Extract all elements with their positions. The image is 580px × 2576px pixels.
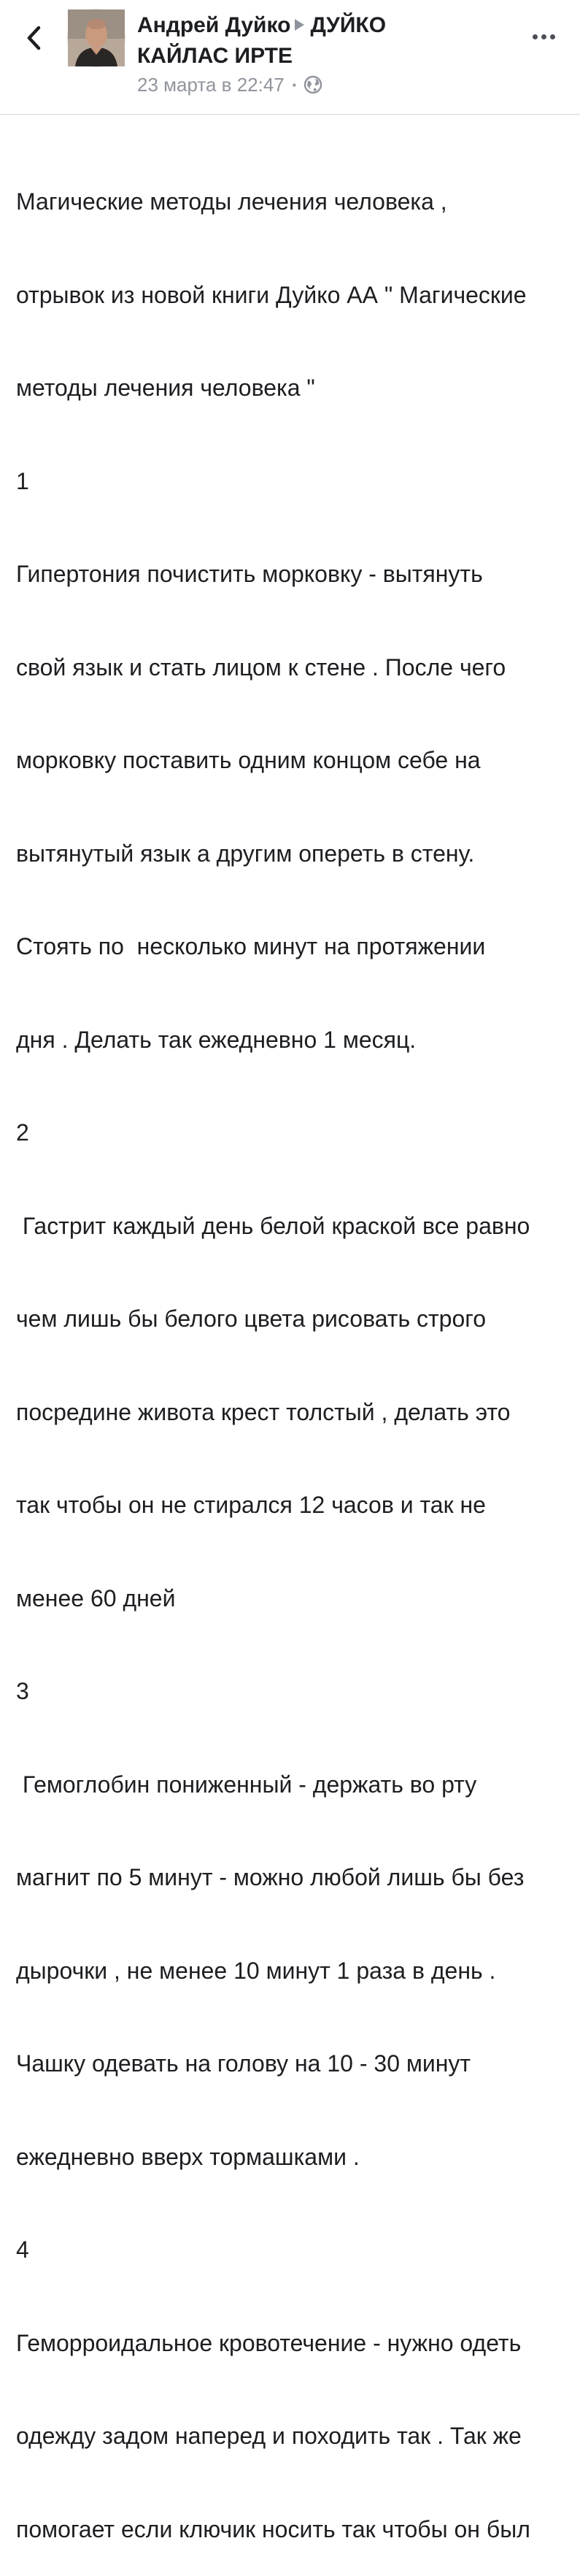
- more-options-button[interactable]: [522, 20, 565, 53]
- post-line: свой язык и стать лицом к стене . После чего: [16, 653, 506, 681]
- post-line: Чашку одевать на голову на 10 - 30 минут: [16, 2050, 471, 2077]
- post-line: 2: [16, 1119, 29, 1146]
- timestamp[interactable]: 23 марта в 22:47: [137, 73, 285, 96]
- post-line: Геморроидальное кровотечение - нужно одеть: [16, 2329, 522, 2356]
- post-line: вытянутый язык а другим опереть в стену.: [16, 840, 475, 867]
- post-line: 3: [16, 1678, 29, 1704]
- meta-separator: ·: [291, 73, 298, 96]
- post-line: Гемоглобин пониженный - держать во рту: [16, 1771, 477, 1798]
- back-button[interactable]: [16, 16, 51, 60]
- post-title: [137, 10, 502, 72]
- post-header: [0, 0, 580, 115]
- post-line: так чтобы он не стирался 12 часов и так не: [16, 1492, 486, 1518]
- post-line: Стоять по несколько минут на протяжении: [16, 933, 486, 959]
- post-line: дня . Делать так ежедневно 1 месяц.: [16, 1026, 417, 1053]
- post-line: Гастрит каждый день белой краской все равно: [16, 1212, 530, 1239]
- more-horizontal-icon: [533, 34, 538, 39]
- arrow-right-icon: [295, 19, 304, 31]
- post-line: дырочки , не менее 10 минут 1 раза в день .: [16, 1957, 496, 1984]
- more-dot: [550, 34, 555, 39]
- post-line: морковку поставить одним концом себе на: [16, 747, 481, 773]
- group-name-line2[interactable]: КАЙЛАС ИРТЕ: [137, 44, 293, 68]
- globe-icon: [303, 75, 322, 94]
- post-line: посредине живота крест толстый , делать это: [16, 1398, 511, 1425]
- group-name-line1[interactable]: ДУЙКО: [310, 13, 387, 37]
- profile-photo: [68, 9, 125, 66]
- chevron-left-icon: [26, 25, 42, 51]
- post-line: 1: [16, 467, 29, 494]
- post-line: Гипертония почистить морковку - вытянуть: [16, 561, 483, 587]
- post-line: чем лишь бы белого цвета рисовать строго: [16, 1306, 487, 1332]
- author-name[interactable]: Андрей Дуйко: [137, 13, 291, 37]
- post-line: помогает если ключик носить так чтобы он был: [16, 2515, 530, 2542]
- post-line: 4: [16, 2236, 29, 2263]
- post-line: отрывок из новой книги Дуйко АА " Магические: [16, 281, 527, 308]
- post-text: [16, 124, 571, 2576]
- post-line: одежду задом наперед и походить так . Так же: [16, 2423, 522, 2449]
- post-line: магнит по 5 минут - можно любой лишь бы без: [16, 1864, 525, 1890]
- more-dot: [541, 34, 546, 39]
- avatar[interactable]: [67, 9, 125, 67]
- post-line: Магические методы лечения человека ,: [16, 188, 447, 215]
- post-line: ежедневно вверх тормашками .: [16, 2143, 360, 2170]
- post-line: менее 60 дней: [16, 1584, 176, 1611]
- post-meta: [137, 72, 322, 98]
- post-line: методы лечения человека ": [16, 375, 315, 401]
